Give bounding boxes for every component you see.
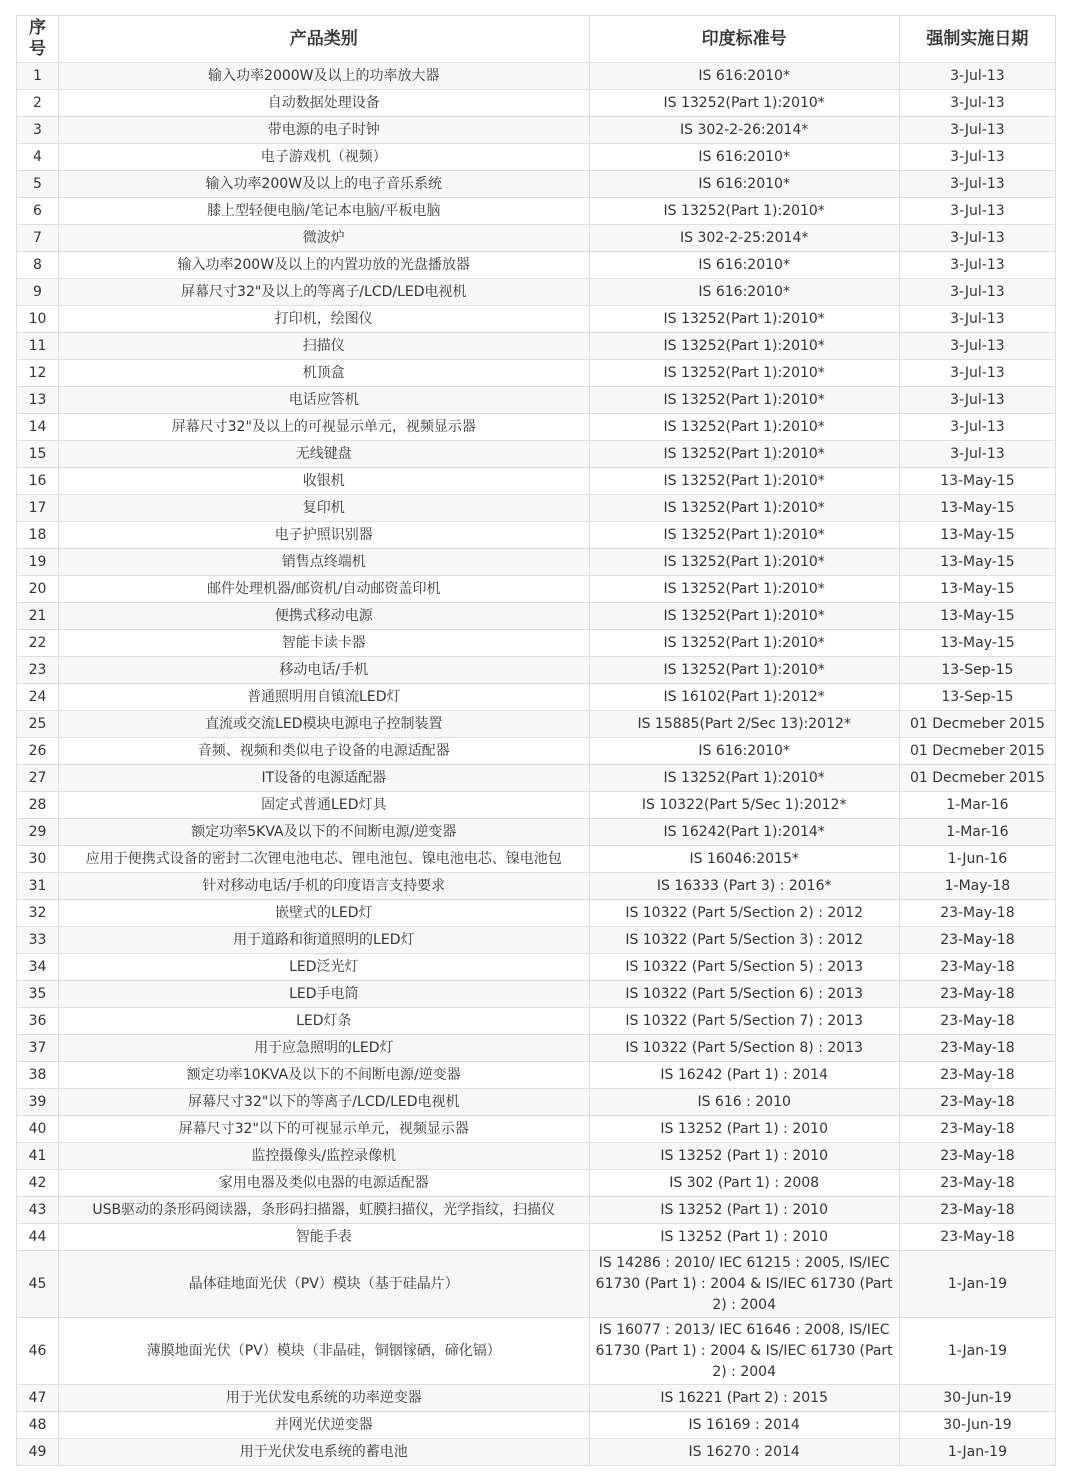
table-row [17,1197,1056,1224]
cell-indian-standard: IS 13252(Part 1):2010* [589,198,899,225]
standards-table [16,15,1056,1466]
cell-indian-standard: IS 13252(Part 1):2010* [589,549,899,576]
cell-product-category: USB驱动的条形码阅读器，条形码扫描器，虹膜扫描仪，光学指纹，扫描仪 [59,1197,590,1224]
table-row [17,522,1056,549]
cell-indian-standard: IS 13252(Part 1):2010* [589,441,899,468]
cell-serial-number: 5 [17,171,59,198]
table-row [17,90,1056,117]
cell-enforcement-date: 13-May-15 [899,468,1055,495]
table-row [17,198,1056,225]
cell-enforcement-date: 23-May-18 [899,1062,1055,1089]
cell-indian-standard: IS 13252(Part 1):2010* [589,576,899,603]
table-body [17,63,1056,1466]
cell-product-category: 额定功率10KVA及以下的不间断电源/逆变器 [59,1062,590,1089]
cell-product-category: 并网光伏逆变器 [59,1412,590,1439]
cell-indian-standard: IS 13252(Part 1):2010* [589,657,899,684]
cell-indian-standard: IS 13252(Part 1):2010* [589,387,899,414]
cell-serial-number: 40 [17,1116,59,1143]
cell-product-category: 屏幕尺寸32"以下的可视显示单元，视频显示器 [59,1116,590,1143]
cell-serial-number: 6 [17,198,59,225]
cell-enforcement-date: 3-Jul-13 [899,441,1055,468]
cell-indian-standard: IS 13252(Part 1):2010* [589,630,899,657]
cell-serial-number: 19 [17,549,59,576]
cell-indian-standard: IS 13252(Part 1):2010* [589,495,899,522]
cell-product-category: 音频、视频和类似电子设备的电源适配器 [59,738,590,765]
table-row [17,414,1056,441]
cell-serial-number: 46 [17,1318,59,1385]
cell-indian-standard: IS 616:2010* [589,144,899,171]
cell-indian-standard: IS 10322 (Part 5/Section 8) : 2013 [589,1035,899,1062]
cell-product-category: 输入功率200W及以上的内置功放的光盘播放器 [59,252,590,279]
cell-serial-number: 17 [17,495,59,522]
cell-product-category: 膝上型轻便电脑/笔记本电脑/平板电脑 [59,198,590,225]
table-row [17,441,1056,468]
table-row [17,333,1056,360]
table-row [17,873,1056,900]
cell-indian-standard: IS 616:2010* [589,171,899,198]
cell-serial-number: 18 [17,522,59,549]
cell-serial-number: 26 [17,738,59,765]
cell-enforcement-date: 3-Jul-13 [899,90,1055,117]
table-row [17,468,1056,495]
table-row [17,1439,1056,1466]
cell-product-category: LED手电筒 [59,981,590,1008]
cell-serial-number: 31 [17,873,59,900]
table-row [17,1170,1056,1197]
cell-indian-standard: IS 10322 (Part 5/Section 2) : 2012 [589,900,899,927]
cell-enforcement-date: 13-Sep-15 [899,684,1055,711]
cell-indian-standard: IS 13252 (Part 1) : 2010 [589,1116,899,1143]
cell-enforcement-date: 1-Jan-19 [899,1251,1055,1318]
cell-serial-number: 9 [17,279,59,306]
cell-enforcement-date: 23-May-18 [899,1008,1055,1035]
cell-enforcement-date: 3-Jul-13 [899,333,1055,360]
cell-enforcement-date: 13-May-15 [899,549,1055,576]
cell-product-category: 电子游戏机（视频） [59,144,590,171]
cell-enforcement-date: 13-May-15 [899,576,1055,603]
cell-serial-number: 24 [17,684,59,711]
cell-product-category: 嵌壁式的LED灯 [59,900,590,927]
cell-indian-standard: IS 13252(Part 1):2010* [589,360,899,387]
cell-indian-standard: IS 13252 (Part 1) : 2010 [589,1224,899,1251]
cell-indian-standard: IS 13252(Part 1):2010* [589,765,899,792]
table-row [17,900,1056,927]
cell-indian-standard: IS 616:2010* [589,279,899,306]
cell-indian-standard: IS 302-2-25:2014* [589,225,899,252]
cell-serial-number: 12 [17,360,59,387]
cell-indian-standard: IS 616:2010* [589,738,899,765]
cell-indian-standard: IS 16102(Part 1):2012* [589,684,899,711]
cell-enforcement-date: 30-Jun-19 [899,1412,1055,1439]
table-row [17,1116,1056,1143]
cell-enforcement-date: 1-Jan-19 [899,1318,1055,1385]
cell-serial-number: 32 [17,900,59,927]
cell-serial-number: 16 [17,468,59,495]
cell-product-category: 移动电话/手机 [59,657,590,684]
cell-product-category: 用于道路和街道照明的LED灯 [59,927,590,954]
cell-product-category: 输入功率2000W及以上的功率放大器 [59,63,590,90]
table-row [17,792,1056,819]
cell-indian-standard: IS 13252(Part 1):2010* [589,522,899,549]
cell-serial-number: 4 [17,144,59,171]
cell-enforcement-date: 3-Jul-13 [899,171,1055,198]
cell-serial-number: 8 [17,252,59,279]
table-row [17,1385,1056,1412]
cell-serial-number: 21 [17,603,59,630]
cell-indian-standard: IS 13252(Part 1):2010* [589,90,899,117]
cell-serial-number: 49 [17,1439,59,1466]
header-serial-number: 序号 [17,16,59,63]
cell-indian-standard: IS 10322 (Part 5/Section 7) : 2013 [589,1008,899,1035]
cell-serial-number: 37 [17,1035,59,1062]
cell-enforcement-date: 1-Jan-19 [899,1439,1055,1466]
table-row [17,63,1056,90]
cell-indian-standard: IS 302 (Part 1) : 2008 [589,1170,899,1197]
cell-product-category: 机顶盒 [59,360,590,387]
cell-enforcement-date: 3-Jul-13 [899,360,1055,387]
cell-indian-standard: IS 15885(Part 2/Sec 13):2012* [589,711,899,738]
cell-serial-number: 38 [17,1062,59,1089]
cell-product-category: 固定式普通LED灯具 [59,792,590,819]
cell-product-category: 扫描仪 [59,333,590,360]
cell-enforcement-date: 1-Mar-16 [899,819,1055,846]
cell-indian-standard: IS 616:2010* [589,252,899,279]
cell-serial-number: 15 [17,441,59,468]
cell-serial-number: 10 [17,306,59,333]
table-row [17,1224,1056,1251]
cell-serial-number: 47 [17,1385,59,1412]
table-row [17,981,1056,1008]
table-row [17,684,1056,711]
header-enforcement-date: 强制实施日期 [899,16,1055,63]
cell-enforcement-date: 13-Sep-15 [899,657,1055,684]
cell-serial-number: 39 [17,1089,59,1116]
cell-product-category: 销售点终端机 [59,549,590,576]
cell-serial-number: 43 [17,1197,59,1224]
cell-enforcement-date: 3-Jul-13 [899,279,1055,306]
cell-indian-standard: IS 10322 (Part 5/Section 5) : 2013 [589,954,899,981]
cell-product-category: 复印机 [59,495,590,522]
cell-product-category: 无线键盘 [59,441,590,468]
cell-enforcement-date: 1-Jun-16 [899,846,1055,873]
cell-product-category: 监控摄像头/监控录像机 [59,1143,590,1170]
cell-enforcement-date: 3-Jul-13 [899,252,1055,279]
table-row [17,252,1056,279]
header-row [17,16,1056,63]
cell-serial-number: 41 [17,1143,59,1170]
cell-product-category: 便携式移动电源 [59,603,590,630]
table-row [17,279,1056,306]
cell-enforcement-date: 3-Jul-13 [899,198,1055,225]
table-row [17,1062,1056,1089]
cell-product-category: 应用于便携式设备的密封二次锂电池电芯、锂电池包、镍电池电芯、镍电池包 [59,846,590,873]
cell-enforcement-date: 3-Jul-13 [899,306,1055,333]
cell-serial-number: 35 [17,981,59,1008]
cell-product-category: 智能卡读卡器 [59,630,590,657]
table-row [17,1035,1056,1062]
cell-enforcement-date: 13-May-15 [899,495,1055,522]
cell-indian-standard: IS 302-2-26:2014* [589,117,899,144]
cell-enforcement-date: 3-Jul-13 [899,414,1055,441]
cell-serial-number: 14 [17,414,59,441]
table-row [17,360,1056,387]
cell-indian-standard: IS 616 : 2010 [589,1089,899,1116]
table-row [17,738,1056,765]
cell-enforcement-date: 1-May-18 [899,873,1055,900]
cell-product-category: 家用电器及类似电器的电源适配器 [59,1170,590,1197]
table-row [17,171,1056,198]
cell-enforcement-date: 23-May-18 [899,1143,1055,1170]
header-product-category: 产品类别 [59,16,590,63]
cell-enforcement-date: 3-Jul-13 [899,225,1055,252]
cell-product-category: 针对移动电话/手机的印度语言支持要求 [59,873,590,900]
cell-serial-number: 29 [17,819,59,846]
table-row [17,576,1056,603]
cell-indian-standard: IS 16242 (Part 1) : 2014 [589,1062,899,1089]
cell-indian-standard: IS 13252(Part 1):2010* [589,414,899,441]
cell-enforcement-date: 13-May-15 [899,603,1055,630]
cell-serial-number: 33 [17,927,59,954]
cell-indian-standard: IS 13252(Part 1):2010* [589,468,899,495]
cell-serial-number: 23 [17,657,59,684]
cell-serial-number: 3 [17,117,59,144]
cell-indian-standard: IS 13252(Part 1):2010* [589,603,899,630]
cell-indian-standard: IS 16077 : 2013/ IEC 61646 : 2008, IS/IEC 61730 (Part 1) : 2004 & IS/IEC 61730 (Part 2) : 2004 [589,1318,899,1385]
cell-enforcement-date: 30-Jun-19 [899,1385,1055,1412]
cell-indian-standard: IS 10322(Part 5/Sec 1):2012* [589,792,899,819]
cell-indian-standard: IS 16333 (Part 3) : 2016* [589,873,899,900]
cell-enforcement-date: 1-Mar-16 [899,792,1055,819]
cell-enforcement-date: 23-May-18 [899,900,1055,927]
cell-serial-number: 13 [17,387,59,414]
table-row [17,1008,1056,1035]
cell-enforcement-date: 01 Decmeber 2015 [899,711,1055,738]
table-row [17,1143,1056,1170]
cell-serial-number: 30 [17,846,59,873]
cell-enforcement-date: 3-Jul-13 [899,387,1055,414]
cell-enforcement-date: 23-May-18 [899,1116,1055,1143]
cell-indian-standard: IS 10322 (Part 5/Section 6) : 2013 [589,981,899,1008]
cell-serial-number: 20 [17,576,59,603]
cell-indian-standard: IS 16046:2015* [589,846,899,873]
cell-product-category: 电话应答机 [59,387,590,414]
cell-enforcement-date: 01 Decmeber 2015 [899,738,1055,765]
cell-enforcement-date: 23-May-18 [899,1089,1055,1116]
table-row [17,495,1056,522]
table-row [17,1251,1056,1318]
cell-enforcement-date: 3-Jul-13 [899,144,1055,171]
cell-product-category: 额定功率5KVA及以下的不间断电源/逆变器 [59,819,590,846]
cell-product-category: 打印机，绘图仪 [59,306,590,333]
cell-serial-number: 28 [17,792,59,819]
table-row [17,765,1056,792]
cell-product-category: 屏幕尺寸32"及以上的等离子/LCD/LED电视机 [59,279,590,306]
cell-serial-number: 44 [17,1224,59,1251]
cell-serial-number: 36 [17,1008,59,1035]
cell-serial-number: 42 [17,1170,59,1197]
table-row [17,387,1056,414]
cell-enforcement-date: 3-Jul-13 [899,63,1055,90]
cell-serial-number: 48 [17,1412,59,1439]
cell-product-category: 薄膜地面光伏（PV）模块（非晶硅，铜铟镓硒，碲化镉） [59,1318,590,1385]
table-header [17,16,1056,63]
table-row [17,630,1056,657]
cell-product-category: 智能手表 [59,1224,590,1251]
cell-enforcement-date: 13-May-15 [899,630,1055,657]
cell-enforcement-date: 3-Jul-13 [899,117,1055,144]
cell-product-category: 微波炉 [59,225,590,252]
cell-product-category: 邮件处理机器/邮资机/自动邮资盖印机 [59,576,590,603]
cell-enforcement-date: 23-May-18 [899,927,1055,954]
cell-serial-number: 34 [17,954,59,981]
cell-indian-standard: IS 16169 : 2014 [589,1412,899,1439]
cell-enforcement-date: 23-May-18 [899,1197,1055,1224]
cell-serial-number: 22 [17,630,59,657]
cell-serial-number: 11 [17,333,59,360]
cell-indian-standard: IS 16270 : 2014 [589,1439,899,1466]
cell-enforcement-date: 13-May-15 [899,522,1055,549]
table-row [17,144,1056,171]
cell-indian-standard: IS 14286 : 2010/ IEC 61215 : 2005, IS/IEC 61730 (Part 1) : 2004 & IS/IEC 61730 (Part 2) : 2004 [589,1251,899,1318]
cell-indian-standard: IS 13252 (Part 1) : 2010 [589,1143,899,1170]
table-row [17,306,1056,333]
cell-indian-standard: IS 13252 (Part 1) : 2010 [589,1197,899,1224]
cell-product-category: 输入功率200W及以上的电子音乐系统 [59,171,590,198]
header-indian-standard: 印度标准号 [589,16,899,63]
cell-serial-number: 7 [17,225,59,252]
table-row [17,711,1056,738]
cell-product-category: 用于应急照明的LED灯 [59,1035,590,1062]
table-row [17,927,1056,954]
table-row [17,1412,1056,1439]
cell-indian-standard: IS 616:2010* [589,63,899,90]
table-row [17,657,1056,684]
cell-product-category: 电子护照识别器 [59,522,590,549]
cell-enforcement-date: 01 Decmeber 2015 [899,765,1055,792]
cell-enforcement-date: 23-May-18 [899,1224,1055,1251]
cell-serial-number: 25 [17,711,59,738]
cell-serial-number: 45 [17,1251,59,1318]
table-row [17,603,1056,630]
cell-indian-standard: IS 16221 (Part 2) : 2015 [589,1385,899,1412]
cell-enforcement-date: 23-May-18 [899,1170,1055,1197]
cell-product-category: 用于光伏发电系统的蓄电池 [59,1439,590,1466]
cell-serial-number: 27 [17,765,59,792]
table-row [17,117,1056,144]
cell-product-category: IT设备的电源适配器 [59,765,590,792]
cell-indian-standard: IS 16242(Part 1):2014* [589,819,899,846]
table-row [17,1089,1056,1116]
cell-indian-standard: IS 13252(Part 1):2010* [589,333,899,360]
table-row [17,225,1056,252]
cell-product-category: 晶体硅地面光伏（PV）模块（基于硅晶片） [59,1251,590,1318]
cell-serial-number: 2 [17,90,59,117]
cell-serial-number: 1 [17,63,59,90]
cell-product-category: 用于光伏发电系统的功率逆变器 [59,1385,590,1412]
cell-product-category: 自动数据处理设备 [59,90,590,117]
table-row [17,954,1056,981]
table-row [17,819,1056,846]
cell-product-category: 屏幕尺寸32"及以上的可视显示单元，视频显示器 [59,414,590,441]
cell-product-category: LED灯条 [59,1008,590,1035]
cell-product-category: 带电源的电子时钟 [59,117,590,144]
cell-product-category: 普通照明用自镇流LED灯 [59,684,590,711]
table-row [17,549,1056,576]
cell-indian-standard: IS 10322 (Part 5/Section 3) : 2012 [589,927,899,954]
cell-product-category: 收银机 [59,468,590,495]
cell-enforcement-date: 23-May-18 [899,981,1055,1008]
cell-product-category: 直流或交流LED模块电源电子控制装置 [59,711,590,738]
cell-indian-standard: IS 13252(Part 1):2010* [589,306,899,333]
table-row [17,1318,1056,1385]
cell-enforcement-date: 23-May-18 [899,954,1055,981]
cell-enforcement-date: 23-May-18 [899,1035,1055,1062]
table-row [17,846,1056,873]
cell-product-category: LED泛光灯 [59,954,590,981]
cell-product-category: 屏幕尺寸32"以下的等离子/LCD/LED电视机 [59,1089,590,1116]
